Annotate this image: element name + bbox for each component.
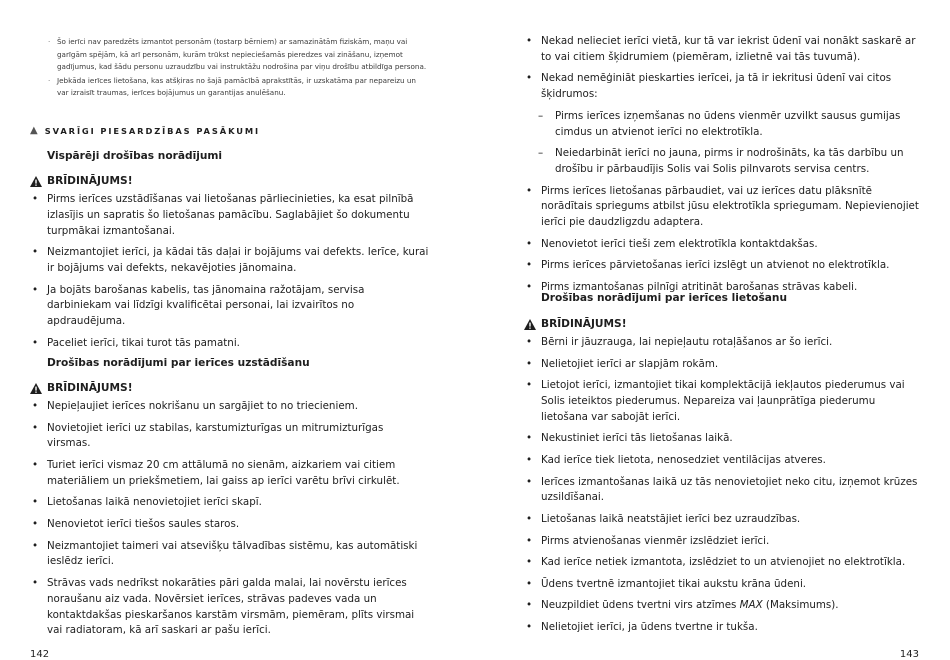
list-item: • Neizmantojiet taimeri vai atsevišķu tālvadības sistēmu, kas automātiski ieslēdz ierīci. <box>30 539 430 571</box>
list-item: • Ja bojāts barošanas kabelis, tas jānomaina ražotājam, servisa darbiniekam vai līdzīgi kvalificētai personai, lai izvairītos no apdraudējuma. <box>30 283 430 330</box>
list-item: • Lietošanas laikā neatstājiet ierīci bez uzraudzības. <box>524 512 924 528</box>
list-item: • Neizmantojiet ierīci, ja kādai tās daļai ir bojājums vai defekts. Ierīce, kurai ir bojājums vai defekts, nekavējoties jānomaina. <box>30 245 430 277</box>
section-heading-text: SVARĪGI PIESARDZĪBAS PASĀKUMI <box>44 125 261 136</box>
warning-label: BRĪDINĀJUMS! <box>47 382 133 394</box>
general-warning <box>30 175 133 187</box>
list-item: • Nelietojiet ierīci, ja ūdens tvertne ir tukša. <box>524 620 924 636</box>
list-item: • Nekad nelieciet ierīci vietā, kur tā var iekrist ūdenī vai nonākt saskarē ar to vai citiem šķidrumiem (piemēram, izlietnē vai tās tuvumā). <box>524 34 924 66</box>
immersion-safety-list <box>524 34 924 302</box>
list-item: • Paceliet ierīci, tikai turot tās pamatni. <box>30 336 430 352</box>
list-item: • Pirms atvienošanas vienmēr izslēdziet ierīci. <box>524 534 924 550</box>
list-item: • Pirms ierīces lietošanas pārbaudiet, vai uz ierīces datu plāksnītē norādītais spriegums atbilst jūsu elektrotīkla spriegumam. Nepievienojiet ierīci pie daudzligzdu adaptera. <box>524 184 924 231</box>
list-item: • Kad ierīce tiek lietota, nenosedziet ventilācijas atveres. <box>524 453 924 469</box>
page-number: 143 <box>899 649 919 660</box>
list-item: • Novietojiet ierīci uz stabilas, karstumizturīgas un mitrumizturīgas virsmas. <box>30 421 430 453</box>
installation-warning <box>30 382 133 394</box>
list-item: • Nelietojiet ierīci ar slapjām rokām. <box>524 357 924 373</box>
list-item: • Pirms izmantošanas pilnīgi atritināt barošanas strāvas kabeli. <box>524 280 924 296</box>
list-item: • Nekad nemēģiniāt pieskarties ierīcei, ja tā ir iekritusi ūdenī vai citos šķidrumos: <box>524 71 924 103</box>
warning-label: BRĪDINĀJUMS! <box>47 175 133 187</box>
list-item: • Lietošanas laikā nenovietojiet ierīci skapī. <box>30 495 430 511</box>
max-mark: MAX <box>739 599 763 612</box>
list-item: • Nekustiniet ierīci tās lietošanas laikā. <box>524 431 924 447</box>
general-safety-list <box>30 192 430 357</box>
list-item: • Lietojot ierīci, izmantojiet tikai komplektācijā iekļautos piederumus vai Solis ieteiktos piederumus. Nepareiza vai ļaunprātīga piederumu lietošana var sabojāt ierīci. <box>524 378 924 425</box>
intro-bullet: · Šo ierīci nav paredzēts izmantot personām (tostarp bērniem) ar samazinātām fiziskām, maņu vai garīgām spējām, kā arī personām, kurām trūkst nepieciešamās pieredzes vai zināšanu, izņemot gadījumus, kad šādu personu uzraudzību vai instruktāžu nodrošina par viņu drošību atbildīga persona. <box>48 36 428 74</box>
right-page <box>475 0 950 660</box>
general-safety-heading: Vispārēji drošības norādījumi <box>47 150 223 162</box>
sub-list-item: – Neiedarbināt ierīci no jauna, pirms ir nodrošināts, ka tās darbību un drošību ir pārbaudījis Solis vai Solis pilnvarots servisa centrs. <box>524 146 924 178</box>
installation-safety-heading: Drošības norādījumi par ierīces uzstādīšanu <box>47 357 310 369</box>
warning-icon <box>30 383 42 394</box>
usage-warning <box>524 318 627 330</box>
list-item: • Pirms ierīces pārvietošanas ierīci izslēgt un atvienot no elektrotīkla. <box>524 258 924 274</box>
usage-safety-list <box>524 335 924 642</box>
warning-icon <box>524 319 536 330</box>
max-item-text: Neuzpildiet ūdens tvertni virs atzīmes <box>541 599 740 612</box>
usage-safety-heading: Drošības norādījumi par ierīces lietošanu <box>541 292 787 304</box>
section-heading <box>30 125 260 136</box>
list-item: • Nenovietot ierīci tiešos saules staros. <box>30 517 430 533</box>
list-item: • Turiet ierīci vismaz 20 cm attālumā no sienām, aizkariem vai citiem materiāliem un priekšmetiem, lai gaiss ap ierīci varētu brīvi cirkulēt. <box>30 458 430 490</box>
list-item: • Ierīces izmantošanas laikā uz tās nenovietojiet neko citu, izņemot krūzes uzsildīšanai. <box>524 475 924 507</box>
warning-icon <box>30 176 42 187</box>
list-item: • Nenovietot ierīci tieši zem elektrotīkla kontaktdakšas. <box>524 237 924 253</box>
list-item: • Nepieļaujiet ierīces nokrišanu un sargājiet to no triecieniem. <box>30 399 430 415</box>
max-item-suffix: (Maksimums). <box>762 599 839 612</box>
caution-triangle-icon: ▲ <box>30 125 38 136</box>
list-item: • Bērni ir jāuzrauga, lai nepieļautu rotaļāšanos ar šo ierīci. <box>524 335 924 351</box>
warning-label: BRĪDINĀJUMS! <box>541 318 627 330</box>
installation-safety-list <box>30 399 430 645</box>
intro-bullet: · Jebkāda ierīces lietošana, kas atšķiras no šajā pamācībā aprakstītās, ir uzskatāma par nepareizu un var izraisīt traumas, ierīces bojājumus un garantijas anulēšanu. <box>48 75 428 100</box>
sub-list-item: – Pirms ierīces izņemšanas no ūdens vienmēr uzvilkt sausus gumijas cimdus un atvienot ierīci no elektrotīkla. <box>524 109 924 141</box>
list-item: • Strāvas vads nedrīkst nokarāties pāri galda malai, lai novērstu ierīces noraušanu aiz vada. Novērsiet ierīces, strāvas padeves vada un kontaktdakšas pieskaršanos karstām virsmām, piemēram, plīts virsmai vai radiatoram, kā arī saskari ar pašu ierīci. <box>30 576 430 639</box>
list-item <box>524 598 924 614</box>
page-number: 142 <box>30 649 50 660</box>
list-item: • Pirms ierīces uzstādīšanas vai lietošanas pārliecinieties, ka esat pilnībā izlasījis un sapratis šo lietošanas pamācību. Saglabājiet šo dokumentu turpmākai izmantošanai. <box>30 192 430 239</box>
list-item: • Kad ierīce netiek izmantota, izslēdziet to un atvienojiet no elektrotīkla. <box>524 555 924 571</box>
list-item: • Ūdens tvertnē izmantojiet tikai aukstu krāna ūdeni. <box>524 577 924 593</box>
intro-bullet-list <box>48 36 428 101</box>
